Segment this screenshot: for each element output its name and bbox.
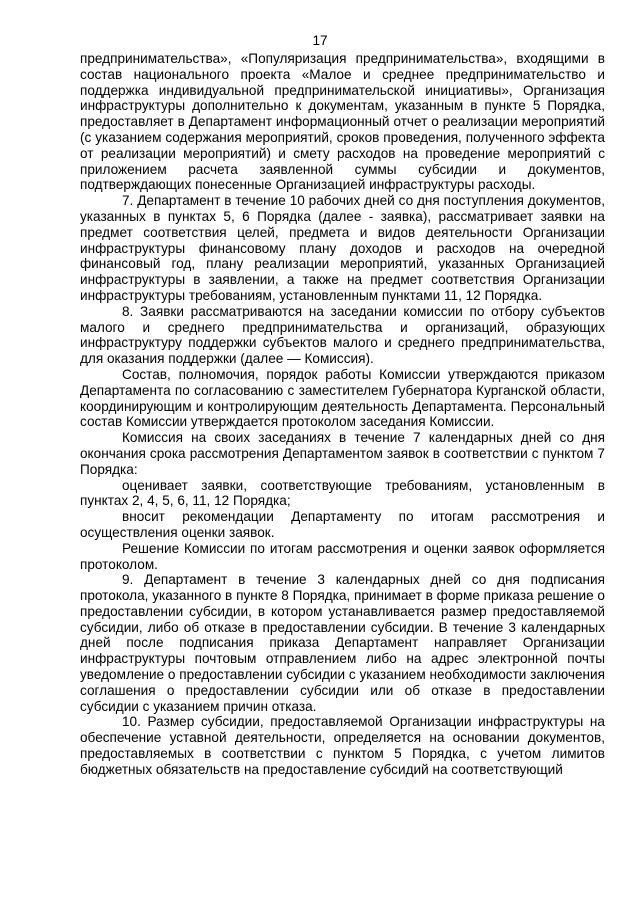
paragraph-commission-composition: Состав, полномочия, порядок работы Комиссии утверждаются приказом Департамента по согласованию с заместителем Губернатора Курганской области, координирующим и контролирующим деятельность Департамента. Персональный состав Комиссии утверждается протоколом заседания Комиссии.	[80, 366, 605, 430]
paragraph-evaluates-applications: оценивает заявки, соответствующие требованиям, установленным в пунктах 2, 4, 5, 6, 11, 12 Порядка;	[80, 477, 605, 509]
paragraph-commission-meetings: Комиссия на своих заседаниях в течение 7 календарных дней со дня окончания срока рассмотрения Департаментом заявок в соответствии с пунктом 7 Порядка:	[80, 430, 605, 477]
paragraph-clause-10: 10. Размер субсидии, предоставляемой Организации инфраструктуры на обеспечение уставной деятельности, определяется на основании документов, предоставляемых в соответствии с пунктом 5 Порядка, с учетом лимитов бюджетных обязательств на предоставление субсидий на соответствующий	[80, 714, 605, 777]
paragraph-commission-decision: Решение Комиссии по итогам рассмотрения и оценки заявок оформляется протоколом.	[80, 540, 605, 572]
paragraph-continuation: предпринимательства», «Популяризация предпринимательства», входящими в состав национального проекта «Малое и среднее предпринимательство и поддержка индивидуальной предпринимательской инициативы», Организация инфраструктуры дополнительно к документам, указанным в пункте 5 Порядка, предоставляет в Департамент информационный отчет о реализации мероприятий (с указанием содержания мероприятий, сроков проведения, полученного эффекта от реализации мероприятий) и смету расходов на проведение мероприятий с приложением расчета заявленной суммы субсидии и документов, подтверждающих понесенные Организацией инфраструктуры расходы.	[80, 51, 605, 193]
paragraph-makes-recommendations: вносит рекомендации Департаменту по итогам рассмотрения и осуществления оценки заявок.	[80, 509, 605, 540]
page-number: 17	[312, 33, 328, 48]
paragraph-clause-7: 7. Департамент в течение 10 рабочих дней со дня поступления документов, указанных в пунктах 5, 6 Порядка (далее - заявка), рассматривает заявки на предмет соответствия целей, предмета и видов деятельности Организации инфраструктуры финансовому плану доходов и расходов на очередной финансовый год, плану реализации мероприятий, указанных Организацией инфраструктуры в заявлении, а также на предмет соответствия Организации инфраструктуры требованиям, установленным пунктами 11, 12 Порядка.	[80, 193, 605, 303]
document-body	[80, 51, 605, 778]
paragraph-clause-8: 8. Заявки рассматриваются на заседании комиссии по отбору субъектов малого и среднего предпринимательства и организаций, образующих инфраструктуру поддержки субъектов малого и среднего предпринимательства, для оказания поддержки (далее — Комиссия).	[80, 303, 605, 367]
paragraph-clause-9: 9. Департамент в течение 3 календарных дней со дня подписания протокола, указанного в пункте 8 Порядка, принимает в форме приказа решение о предоставлении субсидии, в котором устанавливается размер предоставляемой субсидии, либо об отказе в предоставлении субсидии. В течение 3 календарных дней после подписания приказа Департамент направляет Организации инфраструктуры почтовым отправлением либо на адрес электронной почты уведомление о предоставлении субсидии с указанием необходимости заключения соглашения о предоставлении субсидии или об отказе в предоставлении субсидии с указанием причин отказа.	[80, 572, 605, 714]
